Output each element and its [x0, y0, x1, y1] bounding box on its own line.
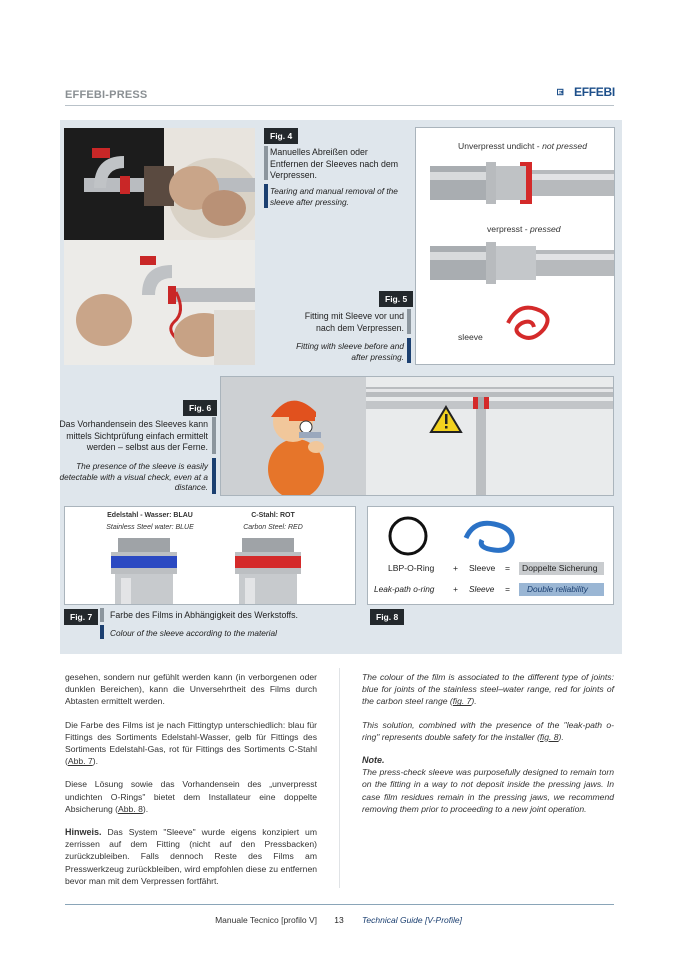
fig6-de-bar — [212, 417, 216, 454]
fig5-label-unpressed — [458, 141, 587, 151]
fig5-en-bar — [407, 338, 411, 363]
fig8-oring-icon — [386, 514, 430, 558]
fig8-row-en — [368, 584, 612, 598]
body-de-p3-text: Diese Lösung sowie das Vorhandensein des „unverpresst undichten O-Rings" bietet dem Installateur eine doppelte Absicherung ( — [65, 779, 317, 814]
fig6-caption-de: Das Vorhandensein des Sleeves kann mittels Sichtprüfung einfach ermittelt werden – selbst aus der Ferne. — [59, 419, 208, 452]
column-divider — [339, 668, 340, 888]
fig7-caption-de: Farbe des Films in Abhängigkeit des Werkstoffs. — [110, 610, 298, 620]
footer-page-number: 13 — [334, 915, 344, 925]
fig5-label-unpressed-de: Unverpresst undicht - — [458, 141, 543, 151]
fig6-image — [220, 376, 614, 496]
fig8-tag: Fig. 8 — [370, 609, 404, 625]
body-en-note-text: The press-check sleeve was purposefully designed to remain torn on the fitting in a way to not deposit inside the pressing jaws. In case film residues remain in the pressing jaws, we recommend removing them prior to proceeding to a new joint operation. — [362, 767, 614, 814]
header-rule — [65, 105, 614, 106]
fig7-blue-label — [95, 512, 205, 531]
body-en-p1-text: The colour of the film is associated to the different type of joints: blue for joints of the stainless steel–water range, red for joints of the carbon steel range ( — [362, 672, 614, 707]
fig8-en-eq: = — [505, 584, 510, 594]
fig7-red-de: C-Stahl: ROT — [251, 512, 295, 519]
body-de-note-label: Hinweis. — [65, 827, 102, 838]
fig8-row-de — [368, 563, 612, 577]
page-header-title: EFFEBI-PRESS — [65, 89, 148, 101]
body-de-p2 — [65, 719, 317, 768]
fig6-caption-en: The presence of the sleeve is easily detectable with a visual check, even at a distance. — [59, 461, 208, 492]
fig8-en-b: Sleeve — [469, 584, 495, 594]
fig4-de-bar — [264, 146, 268, 180]
fig4-tag: Fig. 4 — [264, 128, 298, 144]
footer-left: Manuale Tecnico [profilo V] — [215, 915, 317, 925]
fig5-de-bar — [407, 309, 411, 334]
fig5-label-pressed-en: pressed — [529, 224, 561, 234]
fig8-en-result: Double reliability — [519, 583, 604, 596]
body-de-p3 — [65, 778, 317, 815]
fig5-label-sleeve: sleeve — [458, 332, 483, 342]
body-en-p2 — [362, 719, 614, 743]
fig5-label-unpressed-en: not pressed — [542, 141, 587, 151]
fig4-caption-de: Manuelles Abreißen oder Entfernen der Sleeves nach dem Verpressen. — [270, 147, 399, 180]
body-en-p1-end: ). — [471, 696, 477, 707]
fig7-blue-en: Stainless Steel water: BLUE — [106, 524, 194, 531]
fig4-photo-bottom — [64, 240, 255, 365]
footer-rule — [65, 904, 614, 905]
fig8-en-plus: + — [453, 584, 458, 594]
fig6-tag: Fig. 6 — [183, 400, 217, 416]
footer-right: Technical Guide [V-Profile] — [362, 915, 463, 925]
body-de-p4 — [65, 826, 317, 887]
fig7-en-bar — [100, 625, 104, 639]
body-de-note-text: Das System "Sleeve" wurde eigens konzipiert um zerrissen auf dem Fitting (nicht auf den Pressbacken) zurückzubleiben. Falls dennoch Reste des Films am Presswerkzeug zurückbleiben, wird empfohlen diese zu entfernen bevor man mit dem Verpressen fortfährt. — [65, 827, 317, 886]
body-de-p1: gesehen, sondern nur gefühlt werden kann (in verborgenen oder dunklen Bereichen), kann die Unversehrtheit des Films durch Abtasten ermittelt werden. — [65, 672, 317, 707]
fig8-de-result: Doppelte Sicherung — [519, 562, 604, 575]
fig4-en-bar — [264, 184, 268, 208]
fig8-sleeve-icon — [460, 518, 522, 554]
fig8-de-a: LBP-O-Ring — [388, 563, 435, 573]
body-de-p2-end: ). — [92, 756, 98, 767]
fig7-caption-en: Colour of the sleeve according to the material — [110, 628, 277, 638]
body-de-p2-text: Die Farbe des Films ist je nach Fittingtyp unterschiedlich: blau für Fittings des Sortiments Edelstahl-Wasser, gelb für Fittings des Sortiments Edelstahl-Gas, rot für Fittings des Sortiments C-Stahl ( — [65, 719, 317, 767]
fig7-de-bar — [100, 608, 104, 622]
fig8-en-a: Leak-path o-ring — [374, 584, 435, 594]
fig8-de-eq: = — [505, 563, 511, 573]
fig5-box — [415, 127, 615, 365]
logo-text: EFFEBI — [574, 85, 615, 99]
ref-fig-7[interactable]: fig. 7 — [452, 696, 472, 707]
ref-fig-8[interactable]: fig. 8 — [539, 731, 559, 742]
fig7-fittings — [65, 538, 355, 604]
ref-abb-7[interactable]: Abb. 7 — [67, 756, 93, 767]
body-text-en — [362, 671, 614, 826]
fig7-red-en: Carbon Steel: RED — [243, 524, 303, 531]
fig8-de-plus: + — [453, 563, 459, 573]
fig6-en-bar — [212, 458, 216, 494]
body-en-p1 — [362, 671, 614, 708]
fig7-red-label — [218, 512, 328, 531]
body-en-note-title: Note. — [362, 755, 385, 766]
fig4-photo-top — [64, 128, 255, 240]
fig5-caption-de: Fitting mit Sleeve vor und nach dem Verpressen. — [304, 311, 404, 333]
fig8-de-b: Sleeve — [469, 563, 496, 573]
fig7-blue-de: Edelstahl - Wasser: BLAU — [107, 512, 193, 519]
body-en-p2-text: This solution, combined with the presence of the "leak-path o-ring" represents double safety for the installer ( — [362, 719, 614, 742]
fig5-caption-en: Fitting with sleeve before and after pressing. — [296, 341, 404, 362]
fig7-tag: Fig. 7 — [64, 609, 98, 625]
body-text-de — [65, 671, 317, 898]
fig5-label-pressed-de: verpresst - — [487, 224, 530, 234]
body-de-p3-end: ). — [142, 803, 149, 814]
fig4-caption-en: Tearing and manual removal of the sleeve after pressing. — [270, 186, 398, 207]
body-en-p2-end: ). — [558, 731, 564, 742]
fig5-tag: Fig. 5 — [379, 291, 413, 307]
ref-abb-8[interactable]: Abb. 8 — [118, 803, 143, 814]
fig5-label-pressed — [487, 224, 561, 234]
